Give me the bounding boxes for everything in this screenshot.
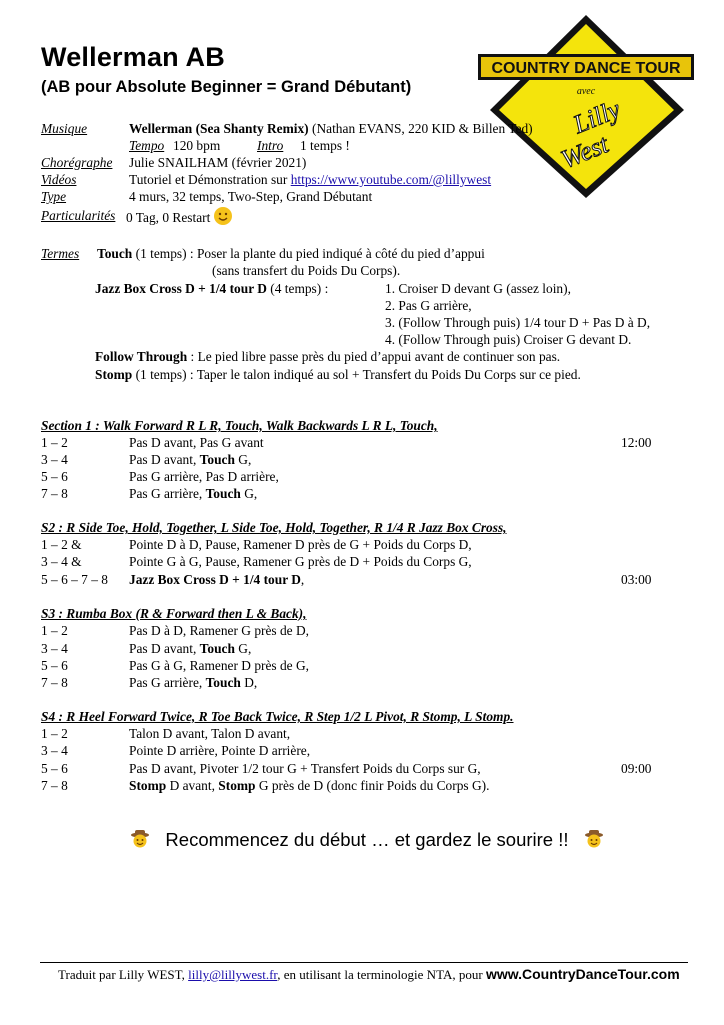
- smiley-icon: [214, 207, 232, 225]
- step-description: Pas G arrière, Touch G,: [129, 486, 258, 501]
- step-count: 7 – 8: [41, 486, 68, 501]
- step-description: Pas D avant, Touch G,: [129, 452, 252, 467]
- cowboy-face-icon: [130, 829, 150, 851]
- cowboy-face-icon: [584, 829, 604, 851]
- page-title: Wellerman AB: [41, 42, 225, 72]
- term-touch-desc2: (sans transfert du Poids Du Corps).: [212, 263, 401, 278]
- wall-indicator: 09:00: [621, 761, 652, 776]
- step-count: 5 – 6: [41, 469, 68, 484]
- closing-text: Recommencez du début … et gardez le sourire !!: [165, 829, 569, 850]
- country-dance-tour-logo: [474, 10, 699, 200]
- particularites-label: Particularités: [41, 208, 116, 223]
- step-description: Pointe G à G, Pause, Ramener G près de D + Poids du Corps G,: [129, 554, 472, 569]
- website-link[interactable]: www.CountryDanceTour.com: [485, 966, 680, 982]
- footer-prefix: Traduit par Lilly WEST,: [58, 967, 185, 982]
- term-touch-name: Touch: [97, 246, 133, 261]
- particularites-value: [126, 207, 232, 224]
- step-count: 3 – 4: [41, 452, 68, 467]
- wall-indicator: 03:00: [621, 572, 652, 587]
- logo-banner-text: COUNTRY DANCE TOUR: [491, 60, 681, 77]
- step-description: Pas D avant, Pivoter 1/2 tour G + Transfert Poids du Corps sur G,: [129, 761, 481, 776]
- jazz-step: 1. Croiser D devant G (assez loin),: [385, 281, 571, 296]
- step-description: Pas G arrière, Touch D,: [129, 675, 258, 690]
- musique-title: Wellerman (Sea Shanty Remix): [129, 121, 309, 136]
- term-jazz: [95, 280, 328, 297]
- musique-artists: (Nathan EVANS, 220 KID & Billen Ted): [312, 121, 533, 136]
- tempo-label: Tempo: [129, 138, 165, 153]
- choregraphe-label: Chorégraphe: [41, 155, 113, 170]
- section-1-heading: Section 1 : Walk Forward R L R, Touch, Walk Backwards L R L, Touch,: [41, 418, 438, 433]
- step-description: Stomp D avant, Stomp G près de D (donc finir Poids du Corps G).: [129, 778, 490, 793]
- type-label: Type: [41, 189, 67, 204]
- tempo-value: 120 bpm: [173, 138, 221, 153]
- step-count: 7 – 8: [41, 778, 68, 793]
- youtube-link[interactable]: https://www.youtube.com/@lillywest: [290, 172, 492, 187]
- step-description: Pointe D arrière, Pointe D arrière,: [129, 743, 311, 758]
- step-count: 1 – 2: [41, 435, 68, 450]
- term-follow-name: Follow Through: [95, 349, 188, 364]
- musique-value: [129, 120, 533, 137]
- term-stomp-desc: (1 temps) : Taper le talon indiqué au sol + Transfert du Poids Du Corps sur ce pied.: [135, 367, 581, 382]
- jazz-step: 2. Pas G arrière,: [385, 298, 472, 313]
- step-count: 5 – 6 – 7 – 8: [41, 572, 108, 587]
- wall-indicator: 12:00: [621, 435, 652, 450]
- step-description: Pas G arrière, Pas D arrière,: [129, 469, 279, 484]
- step-description: Pas D avant, Touch G,: [129, 641, 252, 656]
- choregraphe-value: Julie SNAILHAM (février 2021): [129, 155, 307, 170]
- term-stomp-name: Stomp: [95, 367, 133, 382]
- step-count: 7 – 8: [41, 675, 68, 690]
- footer-divider: [40, 962, 688, 963]
- page-subtitle: (AB pour Absolute Beginner = Grand Débutant): [41, 78, 412, 96]
- step-description: Talon D avant, Talon D avant,: [129, 726, 291, 741]
- type-value: 4 murs, 32 temps, Two-Step, Grand Débutant: [129, 189, 373, 204]
- termes-label: Termes: [41, 246, 80, 261]
- section-4-heading: S4 : R Heel Forward Twice, R Toe Back Twice, R Step 1/2 L Pivot, R Stomp, L Stomp.: [41, 709, 514, 724]
- step-description: Pointe D à D, Pause, Ramener D près de G + Poids du Corps D,: [129, 537, 472, 552]
- step-description: Pas D avant, Pas G avant: [129, 435, 264, 450]
- section-3-heading: S3 : Rumba Box (R & Forward then L & Back),: [41, 606, 307, 621]
- step-count: 1 – 2: [41, 726, 68, 741]
- logo-avec-text: avec: [576, 86, 596, 97]
- step-count: 5 – 6: [41, 658, 68, 673]
- step-count: 3 – 4 &: [41, 554, 82, 569]
- jazz-step: 3. (Follow Through puis) 1/4 tour D + Pas D à D,: [385, 315, 651, 330]
- email-link[interactable]: lilly@lillywest.fr: [188, 967, 278, 982]
- step-count: 5 – 6: [41, 761, 68, 776]
- musique-label: Musique: [41, 121, 88, 136]
- jazz-step: 4. (Follow Through puis) Croiser G devant D.: [385, 332, 632, 347]
- term-touch-desc: (1 temps) : Poser la plante du pied indiqué à côté du pied d’appui: [135, 246, 485, 261]
- closing-message: [130, 829, 604, 851]
- section-2-heading: S2 : R Side Toe, Hold, Together, L Side Toe, Hold, Together, R 1/4 R Jazz Box Cross,: [41, 520, 507, 535]
- term-follow-desc: : Le pied libre passe près du pied d’appui avant de continuer son pas.: [190, 349, 561, 364]
- term-follow-through: [95, 348, 560, 365]
- road-sign-icon: [474, 10, 699, 200]
- videos-value: [129, 171, 491, 188]
- footer-middle: , en utilisant la terminologie NTA, pour: [277, 967, 483, 982]
- videos-text: Tutoriel et Démonstration sur: [129, 172, 288, 187]
- step-description: Pas G à G, Ramener D près de G,: [129, 658, 309, 673]
- logo-lilly-text: Lilly: [569, 94, 625, 140]
- particularites-text: 0 Tag, 0 Restart: [126, 210, 211, 225]
- footer: [58, 966, 680, 983]
- step-description: Jazz Box Cross D + 1/4 tour D,: [129, 572, 305, 587]
- term-touch: [97, 245, 485, 262]
- step-description: Pas D à D, Ramener G près de D,: [129, 623, 309, 638]
- logo-west-text: West: [556, 129, 613, 175]
- videos-label: Vidéos: [41, 172, 77, 187]
- term-stomp: [95, 366, 581, 383]
- step-count: 3 – 4: [41, 641, 68, 656]
- step-count: 1 – 2: [41, 623, 68, 638]
- intro-value: 1 temps !: [300, 138, 350, 153]
- step-count: 1 – 2 &: [41, 537, 82, 552]
- intro-label: Intro: [257, 138, 284, 153]
- term-jazz-count: (4 temps) :: [270, 281, 329, 296]
- term-jazz-name: Jazz Box Cross D + 1/4 tour D: [95, 281, 267, 296]
- step-count: 3 – 4: [41, 743, 68, 758]
